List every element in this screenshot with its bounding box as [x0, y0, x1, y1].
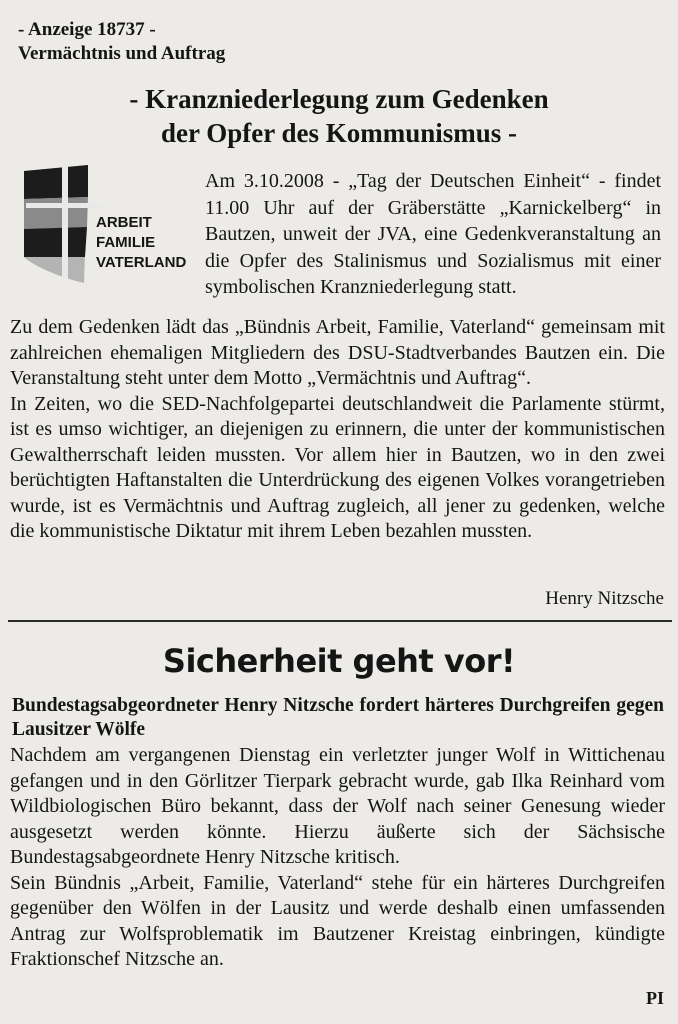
- second-article-subhead: Bundestagsabgeordneter Henry Nitzsche fordert härteres Durchgreifen gegen Lausitzer Wölfe: [12, 695, 664, 740]
- body-paragraph-1: Zu dem Gedenken lädt das „Bündnis Arbeit, Familie, Vaterland“ gemeinsam mit zahlreichen ehemaligen Mitgliedern des DSU-Stadtverbandes Bautzen ein. Die Veranstaltung steht unter dem Motto „Vermächtnis und Auftrag“.: [10, 316, 665, 389]
- headline-line-1: - Kranzniederlegung zum Gedenken: [129, 84, 549, 114]
- logo-text-familie: FAMILIE: [96, 234, 156, 251]
- second-article-body: [10, 743, 665, 973]
- second-body-paragraph-2: Sein Bündnis „Arbeit, Familie, Vaterland“ stehe für ein härteres Durchgreifen gegenüber den Wölfen in der Lausitz und werde deshalb einen umfassenden Antrag zur Wolfsproblematik im Bautzener Kreistag einbringen, kündigte Fraktionschef Nitzsche an.: [10, 871, 665, 970]
- intro-paragraph: Am 3.10.2008 - „Tag der Deutschen Einheit“ - findet 11.00 Uhr auf der Gräberstätte „Karnickelberg“ in Bautzen, unweit der JVA, eine Gedenkveranstaltung an die Opfer des Stalinismus und Sozialismus mit einer symbolischen Kranzniederlegung statt.: [205, 170, 661, 298]
- section-divider: [8, 620, 672, 622]
- headline-line-2: der Opfer des Kommunismus -: [160, 118, 518, 148]
- body-paragraph-2: In Zeiten, wo die SED-Nachfolgepartei deutschlandweit die Parlamente stürmt, ist es umso wichtiger, an diejenigen zu erinnern, die unter der kommunistischen Gewaltherrschaft leiden mussten. Vor allem hier in Bautzen, wo in den zwei berüchtigten Haftanstalten die Unterdrückung des eigenen Volkes vorangetrieben wurde, ist es Vermächtnis und Auftrag zugleich, all jener zu gedenken, welche die kommunistische Diktatur mit ihrem Leben bezahlen mussten.: [10, 392, 665, 542]
- ad-motto: Vermächtnis und Auftrag: [18, 43, 226, 64]
- logo-text-arbeit: ARBEIT: [96, 214, 152, 231]
- logo-text-vaterland: VATERLAND: [96, 254, 187, 271]
- party-logo-graphic: [22, 165, 202, 285]
- article-intro: [205, 168, 661, 301]
- second-body-paragraph-1: Nachdem am vergangenen Dienstag ein verletzter junger Wolf in Wittichenau gefangen und in den Görlitzer Tierpark gebracht wurde, gab Ilka Reinhard vom Wildbiologischen Büro bekannt, dass der Wolf nach seiner Genesung wieder ausgesetzt werden könnte. Hierzu äußerte sich der Sächsische Bundestagsabgeordnete Henry Nitzsche kritisch.: [10, 744, 665, 868]
- article-headline: [0, 82, 678, 150]
- ad-number: - Anzeige 18737 -: [18, 19, 156, 40]
- party-logo: [22, 165, 202, 285]
- ad-kicker: [18, 18, 225, 66]
- author-initials: PI: [646, 988, 664, 1008]
- article-author: Henry Nitzsche: [545, 588, 664, 609]
- second-article-headline: Sicherheit geht vor!: [162, 642, 516, 680]
- article-body: [10, 315, 665, 545]
